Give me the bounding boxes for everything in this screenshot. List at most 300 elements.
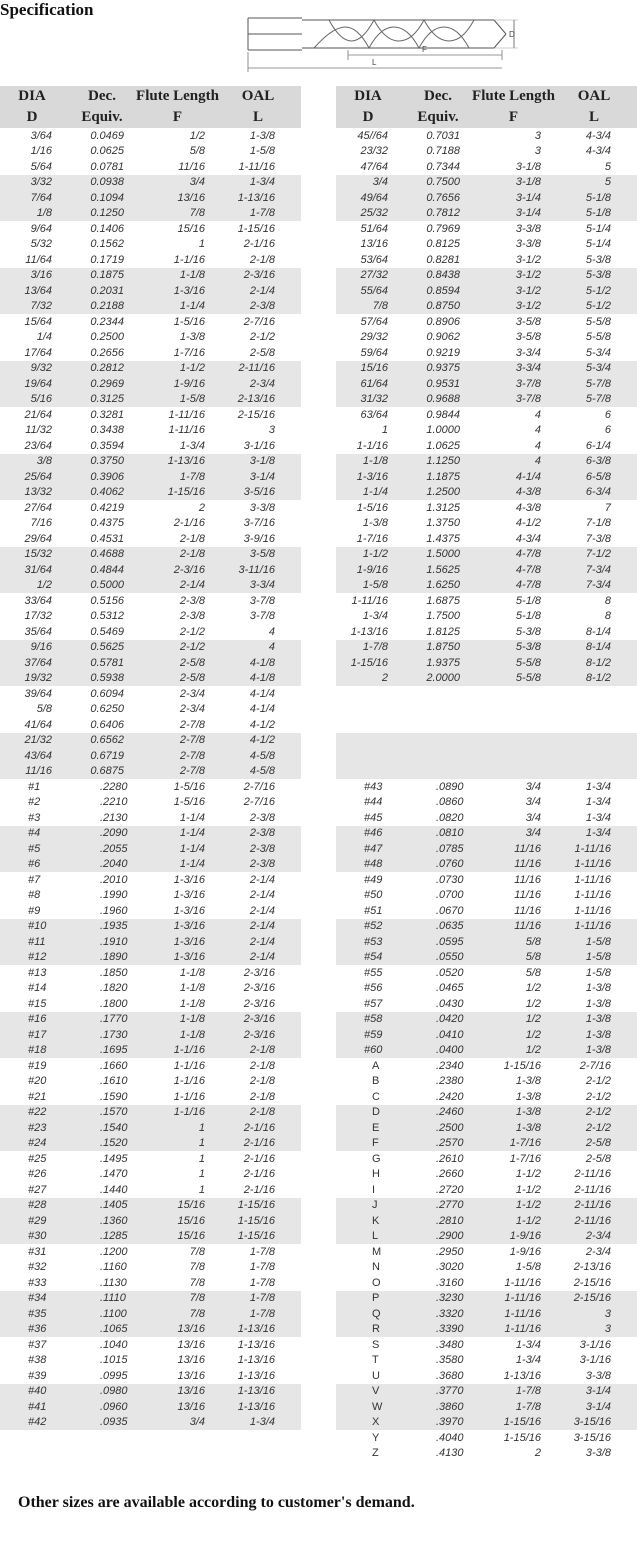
cell-decimal: .1910 bbox=[100, 935, 128, 948]
cell-diameter: #24 bbox=[28, 1137, 47, 1150]
cell-oal: 7-1/2 bbox=[585, 548, 611, 561]
cell-diameter: 1-9/16 bbox=[356, 563, 388, 576]
cell-diameter: #21 bbox=[28, 1090, 47, 1103]
table-row bbox=[336, 516, 637, 532]
cell-flute-length: 2-5/8 bbox=[179, 672, 205, 685]
cell-oal: 2-11/16 bbox=[574, 1183, 611, 1196]
cell-diameter: 1/2 bbox=[36, 579, 52, 592]
cell-flute-length: 1-3/8 bbox=[515, 1106, 541, 1119]
cell-oal: 8-1/4 bbox=[585, 625, 611, 638]
cell-diameter: 27/64 bbox=[24, 501, 52, 514]
cell-oal: 3-7/16 bbox=[243, 517, 275, 530]
cell-decimal: .1935 bbox=[100, 920, 128, 933]
cell-oal: 3-1/4 bbox=[585, 1400, 611, 1413]
cell-oal: 7-3/8 bbox=[585, 532, 611, 545]
table-row bbox=[0, 299, 301, 315]
diagram-label-f: F bbox=[422, 45, 427, 54]
cell-decimal: 0.1562 bbox=[90, 238, 124, 251]
cell-flute-length: 1-1/16 bbox=[173, 1044, 205, 1057]
cell-oal: 2-13/16 bbox=[237, 393, 275, 406]
cell-decimal: .1405 bbox=[100, 1199, 128, 1212]
cell-diameter: #14 bbox=[28, 982, 47, 995]
cell-diameter: 21/64 bbox=[24, 408, 52, 421]
cell-decimal: .0430 bbox=[436, 997, 464, 1010]
cell-decimal: 0.1250 bbox=[90, 207, 124, 220]
table-row bbox=[0, 283, 301, 299]
table-row bbox=[0, 423, 301, 439]
cell-diameter: #47 bbox=[364, 842, 383, 855]
cell-decimal: 0.5938 bbox=[90, 672, 124, 685]
table-row bbox=[336, 1260, 637, 1276]
cell-flute-length: 1-1/8 bbox=[179, 966, 205, 979]
cell-flute-length: 5/8 bbox=[189, 145, 205, 158]
table-row bbox=[0, 671, 301, 687]
cell-decimal: .1960 bbox=[100, 904, 128, 917]
table-row bbox=[0, 454, 301, 470]
cell-oal: 1-13/16 bbox=[237, 1369, 275, 1382]
cell-oal: 2-1/4 bbox=[249, 935, 275, 948]
table-row bbox=[336, 237, 637, 253]
cell-oal: 1-3/4 bbox=[585, 780, 611, 793]
cell-oal: 4-1/4 bbox=[249, 687, 275, 700]
cell-decimal: .1695 bbox=[100, 1044, 128, 1057]
cell-oal: 5-7/8 bbox=[585, 377, 611, 390]
table-row bbox=[336, 454, 637, 470]
cell-decimal: .2810 bbox=[436, 1214, 464, 1227]
cell-decimal: 1.2500 bbox=[426, 486, 460, 499]
cell-diameter: 29/64 bbox=[24, 532, 52, 545]
cell-diameter: 9/32 bbox=[30, 362, 52, 375]
empty-row bbox=[336, 748, 637, 764]
cell-decimal: .2610 bbox=[436, 1152, 464, 1165]
cell-diameter: 23/32 bbox=[360, 145, 388, 158]
cell-decimal: 0.4219 bbox=[90, 501, 124, 514]
cell-decimal: .1040 bbox=[100, 1338, 128, 1351]
table-row bbox=[0, 485, 301, 501]
cell-oal: 3-5/8 bbox=[249, 548, 275, 561]
cell-flute-length: 2-7/8 bbox=[179, 765, 205, 778]
cell-flute-length: 11/16 bbox=[514, 889, 541, 902]
cell-flute-length: 7/8 bbox=[189, 1307, 205, 1320]
header-l: L bbox=[588, 109, 599, 125]
cell-decimal: 1.6875 bbox=[426, 594, 460, 607]
cell-flute-length: 3-1/4 bbox=[515, 191, 541, 204]
table-row bbox=[336, 1105, 637, 1121]
table-row bbox=[0, 779, 301, 795]
cell-oal: 1-7/8 bbox=[249, 1292, 275, 1305]
cell-decimal: .2340 bbox=[436, 1059, 464, 1072]
table-body bbox=[0, 128, 301, 779]
cell-diameter: #5 bbox=[28, 842, 41, 855]
cell-oal: 2-13/16 bbox=[573, 1261, 611, 1274]
table-row bbox=[336, 252, 637, 268]
table-row bbox=[0, 981, 301, 997]
cell-diameter: 43/64 bbox=[24, 749, 52, 762]
cell-diameter: #17 bbox=[28, 1028, 47, 1041]
table-row bbox=[0, 919, 301, 935]
table-row bbox=[0, 1120, 301, 1136]
cell-diameter: D bbox=[372, 1106, 380, 1119]
number-table-left bbox=[0, 779, 301, 1430]
cell-decimal: 1.9375 bbox=[426, 656, 460, 669]
cell-decimal: 0.6406 bbox=[90, 718, 124, 731]
cell-oal: 2-7/16 bbox=[243, 780, 275, 793]
table-row bbox=[0, 1213, 301, 1229]
cell-flute-length: 3-3/8 bbox=[515, 238, 541, 251]
table-row bbox=[336, 1244, 637, 1260]
cell-flute-length: 13/16 bbox=[177, 1369, 205, 1382]
cell-diameter: 31/32 bbox=[360, 393, 388, 406]
cell-oal: 2-3/8 bbox=[249, 827, 275, 840]
cell-decimal: 0.3750 bbox=[90, 455, 124, 468]
cell-diameter: 57/64 bbox=[360, 315, 388, 328]
cell-flute-length: 3 bbox=[534, 145, 541, 158]
cell-oal: 1-13/16 bbox=[237, 191, 275, 204]
cell-decimal: 0.8750 bbox=[426, 300, 460, 313]
cell-flute-length: 1/2 bbox=[525, 1028, 541, 1041]
table-row bbox=[336, 1151, 637, 1167]
cell-diameter: 45//64 bbox=[357, 129, 388, 142]
cell-oal: 3-1/4 bbox=[585, 1385, 611, 1398]
cell-flute-length: 7/8 bbox=[189, 1245, 205, 1258]
cell-decimal: .0785 bbox=[436, 842, 464, 855]
cell-flute-length: 1-3/16 bbox=[173, 904, 205, 917]
cell-decimal: 0.2656 bbox=[90, 346, 124, 359]
cell-oal: 1-13/16 bbox=[237, 1385, 275, 1398]
cell-oal: 2-3/8 bbox=[249, 811, 275, 824]
cell-flute-length: 1-1/4 bbox=[179, 827, 205, 840]
table-row bbox=[0, 330, 301, 346]
cell-diameter: 1-1/16 bbox=[356, 439, 388, 452]
table-row bbox=[0, 1074, 301, 1090]
cell-decimal: .2090 bbox=[100, 827, 128, 840]
cell-oal: 5-3/8 bbox=[585, 269, 611, 282]
table-row bbox=[0, 810, 301, 826]
table-row bbox=[0, 345, 301, 361]
cell-flute-length: 5-5/8 bbox=[515, 656, 541, 669]
cell-decimal: .1100 bbox=[100, 1307, 127, 1320]
cell-oal: 1-15/16 bbox=[237, 1230, 275, 1243]
table-row bbox=[336, 1027, 637, 1043]
cell-diameter: A bbox=[372, 1059, 380, 1072]
cell-flute-length: 1-1/8 bbox=[179, 1028, 205, 1041]
table-row bbox=[336, 1229, 637, 1245]
cell-oal: 2-1/2 bbox=[585, 1106, 611, 1119]
table-row bbox=[0, 175, 301, 191]
cell-decimal: 1.8125 bbox=[426, 625, 460, 638]
table-row bbox=[0, 609, 301, 625]
cell-decimal: .1890 bbox=[100, 951, 128, 964]
empty-row bbox=[336, 733, 637, 749]
cell-flute-length: 13/16 bbox=[177, 1385, 205, 1398]
cell-flute-length: 1-3/16 bbox=[173, 284, 205, 297]
cell-decimal: .1850 bbox=[100, 966, 128, 979]
cell-decimal: 0.4062 bbox=[90, 486, 124, 499]
table-row bbox=[336, 1012, 637, 1028]
cell-diameter: T bbox=[372, 1354, 379, 1367]
cell-decimal: 0.1406 bbox=[90, 222, 124, 235]
cell-decimal: 1.5000 bbox=[426, 548, 460, 561]
cell-oal: 1-7/8 bbox=[249, 1307, 275, 1320]
cell-decimal: .0820 bbox=[436, 811, 464, 824]
cell-flute-length: 1-1/16 bbox=[173, 1106, 205, 1119]
cell-decimal: 1.3125 bbox=[426, 501, 460, 514]
cell-oal: 4 bbox=[268, 641, 275, 654]
table-row bbox=[336, 1368, 637, 1384]
cell-diameter: I bbox=[372, 1183, 376, 1196]
table-row bbox=[0, 1089, 301, 1105]
table-row bbox=[0, 996, 301, 1012]
table-row bbox=[336, 609, 637, 625]
cell-oal: 1-11/16 bbox=[574, 842, 611, 855]
cell-oal: 6-3/4 bbox=[585, 486, 611, 499]
cell-oal: 2-3/16 bbox=[243, 997, 275, 1010]
cell-decimal: .0410 bbox=[436, 1028, 464, 1041]
table-row bbox=[336, 1291, 637, 1307]
cell-oal: 7-3/4 bbox=[585, 563, 611, 576]
cell-oal: 1-11/16 bbox=[238, 160, 275, 173]
cell-decimal: .2720 bbox=[436, 1183, 464, 1196]
cell-diameter: #13 bbox=[28, 966, 47, 979]
cell-diameter: 55/64 bbox=[360, 284, 388, 297]
cell-diameter: S bbox=[372, 1338, 380, 1351]
cell-oal: 2-1/8 bbox=[249, 1044, 275, 1057]
cell-oal: 4-1/8 bbox=[249, 672, 275, 685]
table-row bbox=[0, 640, 301, 656]
cell-diameter: 1-7/16 bbox=[356, 532, 388, 545]
cell-diameter: 1-5/8 bbox=[362, 579, 388, 592]
table-row bbox=[336, 1384, 637, 1400]
cell-flute-length: 1-1/16 bbox=[173, 1075, 205, 1088]
cell-diameter: #54 bbox=[364, 951, 383, 964]
cell-diameter: #45 bbox=[364, 811, 383, 824]
cell-flute-length: 3-7/8 bbox=[515, 393, 541, 406]
cell-diameter: 11/16 bbox=[25, 765, 52, 778]
table-row bbox=[0, 237, 301, 253]
cell-diameter: 13/32 bbox=[24, 486, 52, 499]
cell-diameter: 9/16 bbox=[30, 641, 52, 654]
cell-flute-length: 1-1/16 bbox=[173, 253, 205, 266]
cell-diameter: 1-15/16 bbox=[350, 656, 388, 669]
cell-oal: 1-3/8 bbox=[585, 982, 611, 995]
cell-flute-length: 1-7/16 bbox=[173, 346, 205, 359]
cell-diameter: 39/64 bbox=[24, 687, 52, 700]
cell-diameter: 7/8 bbox=[372, 300, 388, 313]
table-row bbox=[336, 175, 637, 191]
cell-oal: 2-5/8 bbox=[585, 1137, 611, 1150]
cell-diameter: #8 bbox=[28, 889, 41, 902]
cell-oal: 2-1/8 bbox=[249, 1090, 275, 1103]
cell-oal: 1-3/4 bbox=[585, 827, 611, 840]
cell-flute-length: 5-1/8 bbox=[515, 594, 541, 607]
cell-oal: 1-3/4 bbox=[585, 796, 611, 809]
cell-flute-length: 1-3/16 bbox=[173, 920, 205, 933]
cell-decimal: 0.9375 bbox=[426, 362, 460, 375]
table-row bbox=[336, 500, 637, 516]
cell-flute-length: 1-1/2 bbox=[515, 1214, 541, 1227]
cell-flute-length: 1-9/16 bbox=[173, 377, 205, 390]
cell-decimal: .0420 bbox=[436, 1013, 464, 1026]
table-row bbox=[336, 872, 637, 888]
cell-oal: 1-5/8 bbox=[249, 145, 275, 158]
cell-oal: 1-11/16 bbox=[574, 904, 611, 917]
cell-diameter: #57 bbox=[364, 997, 383, 1010]
cell-flute-length: 1-5/16 bbox=[173, 796, 205, 809]
cell-diameter: 1-7/8 bbox=[362, 641, 388, 654]
cell-oal: 3-1/16 bbox=[579, 1354, 611, 1367]
cell-decimal: 2.0000 bbox=[426, 672, 460, 685]
cell-flute-length: 3-3/4 bbox=[515, 346, 541, 359]
table-row bbox=[336, 671, 637, 687]
cell-oal: 1-5/8 bbox=[585, 935, 611, 948]
cell-diameter: #1 bbox=[28, 780, 41, 793]
cell-flute-length: 1-3/8 bbox=[179, 331, 205, 344]
table-row bbox=[336, 981, 637, 997]
cell-flute-length: 3/4 bbox=[525, 827, 541, 840]
cell-decimal: .2950 bbox=[436, 1245, 464, 1258]
cell-flute-length: 2-3/4 bbox=[179, 687, 205, 700]
cell-flute-length: 1/2 bbox=[189, 129, 205, 142]
cell-flute-length: 1-1/4 bbox=[179, 300, 205, 313]
cell-diameter: 17/64 bbox=[24, 346, 52, 359]
cell-flute-length: 2-3/4 bbox=[179, 703, 205, 716]
cell-flute-length: 1-11/16 bbox=[168, 424, 205, 437]
table-row bbox=[336, 1136, 637, 1152]
cell-diameter: 19/32 bbox=[24, 672, 52, 685]
cell-diameter: 1-1/2 bbox=[362, 548, 388, 561]
table-row bbox=[336, 159, 637, 175]
cell-diameter: #52 bbox=[364, 920, 383, 933]
cell-diameter: 9/64 bbox=[30, 222, 52, 235]
cell-flute-length: 1-11/16 bbox=[168, 408, 205, 421]
cell-diameter: 3/16 bbox=[30, 269, 52, 282]
cell-oal: 2-1/2 bbox=[249, 331, 275, 344]
cell-oal: 2-1/8 bbox=[249, 253, 275, 266]
cell-decimal: .3020 bbox=[436, 1261, 464, 1274]
cell-oal: 2-15/16 bbox=[573, 1292, 611, 1305]
cell-diameter: 23/64 bbox=[24, 439, 52, 452]
table-row bbox=[0, 407, 301, 423]
cell-oal: 3-3/4 bbox=[249, 579, 275, 592]
cell-diameter: #19 bbox=[28, 1059, 47, 1072]
cell-flute-length: 1-1/16 bbox=[173, 1090, 205, 1103]
cell-oal: 2-1/4 bbox=[249, 920, 275, 933]
cell-flute-length: 1/2 bbox=[525, 1044, 541, 1057]
cell-diameter: 5/64 bbox=[30, 160, 52, 173]
cell-oal: 3-3/8 bbox=[585, 1447, 611, 1460]
cell-decimal: .3480 bbox=[436, 1338, 464, 1351]
cell-decimal: .0400 bbox=[436, 1044, 464, 1057]
cell-oal: 2-11/16 bbox=[574, 1168, 611, 1181]
cell-diameter: 25/32 bbox=[360, 207, 388, 220]
cell-oal: 2-3/16 bbox=[243, 982, 275, 995]
table-row bbox=[0, 1291, 301, 1307]
cell-flute-length: 4-3/8 bbox=[515, 501, 541, 514]
cell-flute-length: 5-3/8 bbox=[515, 625, 541, 638]
cell-oal: 2-3/8 bbox=[249, 300, 275, 313]
cell-decimal: 0.2031 bbox=[90, 284, 124, 297]
cell-diameter: #16 bbox=[28, 1013, 47, 1026]
cell-diameter: 7/64 bbox=[30, 191, 52, 204]
cell-diameter: 1/8 bbox=[36, 207, 52, 220]
cell-flute-length: 4-7/8 bbox=[515, 563, 541, 576]
cell-flute-length: 13/16 bbox=[177, 1338, 205, 1351]
cell-flute-length: 1-1/2 bbox=[515, 1199, 541, 1212]
table-row bbox=[336, 1306, 637, 1322]
cell-decimal: 0.4688 bbox=[90, 548, 124, 561]
table-row bbox=[336, 857, 637, 873]
cell-decimal: 0.9844 bbox=[426, 408, 460, 421]
cell-decimal: .2280 bbox=[100, 780, 128, 793]
cell-oal: 1-11/16 bbox=[574, 920, 611, 933]
cell-flute-length: 2-1/2 bbox=[179, 625, 205, 638]
cell-diameter: 1-11/16 bbox=[351, 594, 388, 607]
cell-decimal: .1015 bbox=[100, 1354, 128, 1367]
cell-flute-length: 4-3/4 bbox=[515, 532, 541, 545]
table-header bbox=[0, 86, 301, 128]
table-row bbox=[0, 221, 301, 237]
header-f: F bbox=[508, 109, 519, 125]
cell-diameter: #7 bbox=[28, 873, 41, 886]
cell-decimal: .0550 bbox=[436, 951, 464, 964]
cell-decimal: 1.7500 bbox=[426, 610, 460, 623]
cell-flute-length: 1-3/4 bbox=[179, 439, 205, 452]
table-row bbox=[0, 1027, 301, 1043]
cell-flute-length: 1-11/16 bbox=[504, 1323, 541, 1336]
cell-diameter: #49 bbox=[364, 873, 383, 886]
cell-diameter: #33 bbox=[28, 1276, 47, 1289]
table-row bbox=[336, 299, 637, 315]
cell-oal: 1-7/8 bbox=[249, 207, 275, 220]
cell-diameter: #50 bbox=[364, 889, 383, 902]
table-row bbox=[0, 655, 301, 671]
cell-decimal: 0.7188 bbox=[426, 145, 460, 158]
cell-flute-length: 3-1/2 bbox=[515, 253, 541, 266]
cell-flute-length: 3/4 bbox=[525, 780, 541, 793]
cell-diameter: Y bbox=[372, 1431, 380, 1444]
cell-oal: 2-1/8 bbox=[249, 1075, 275, 1088]
cell-flute-length: 2-7/8 bbox=[179, 749, 205, 762]
cell-oal: 2-3/4 bbox=[585, 1230, 611, 1243]
header-flute-length: Flute Length bbox=[472, 88, 555, 104]
cell-oal: 2-1/16 bbox=[243, 1152, 275, 1165]
table-row bbox=[336, 547, 637, 563]
table-row bbox=[0, 376, 301, 392]
table-row bbox=[0, 702, 301, 718]
cell-decimal: 0.2344 bbox=[90, 315, 124, 328]
cell-diameter: K bbox=[372, 1214, 380, 1227]
table-row bbox=[0, 795, 301, 811]
cell-flute-length: 5/8 bbox=[525, 951, 541, 964]
cell-flute-length: 4 bbox=[534, 439, 541, 452]
cell-oal: 8-1/2 bbox=[585, 672, 611, 685]
cell-oal: 2-7/16 bbox=[243, 315, 275, 328]
cell-diameter: 49/64 bbox=[360, 191, 388, 204]
table-row bbox=[0, 826, 301, 842]
cell-decimal: .0995 bbox=[100, 1369, 128, 1382]
table-row bbox=[336, 919, 637, 935]
cell-oal: 2-1/4 bbox=[249, 904, 275, 917]
table-row bbox=[0, 1105, 301, 1121]
cell-flute-length: 1-3/16 bbox=[173, 873, 205, 886]
cell-diameter: 3/32 bbox=[30, 176, 52, 189]
header-l: L bbox=[252, 109, 263, 125]
table-row bbox=[0, 950, 301, 966]
cell-diameter: #55 bbox=[364, 966, 383, 979]
cell-diameter: 53/64 bbox=[360, 253, 388, 266]
cell-diameter: #28 bbox=[28, 1199, 47, 1212]
table-row bbox=[336, 392, 637, 408]
